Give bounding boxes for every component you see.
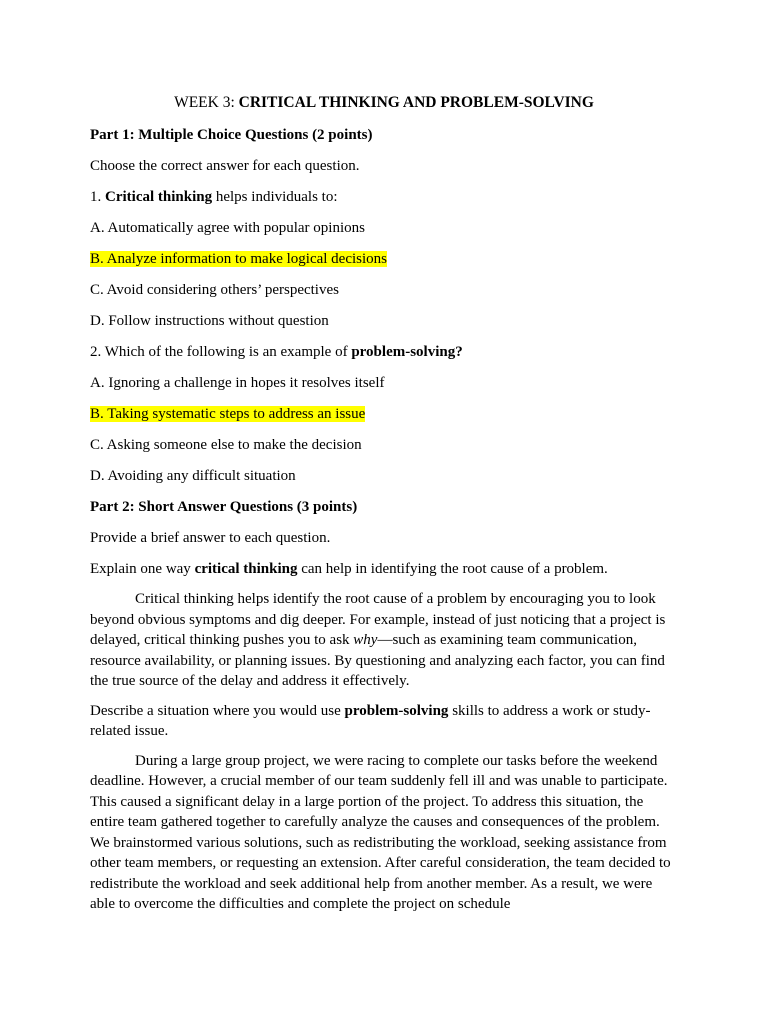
q1-option-d: D. Follow instructions without question <box>90 313 329 329</box>
question-2-keyword: problem-solving? <box>351 344 463 360</box>
highlighted-answer: B. Analyze information to make logical decisions <box>90 251 388 267</box>
question-1-text: helps individuals to: <box>212 189 338 205</box>
part2-heading: Part 2: Short Answer Questions (3 points) <box>90 499 358 515</box>
q2-option-c: C. Asking someone else to make the decision <box>90 437 362 453</box>
short-question-2-keyword: problem-solving <box>344 702 449 719</box>
short-question-1-keyword: critical thinking <box>194 561 298 577</box>
page-title <box>90 92 678 114</box>
part1-instruction: Choose the correct answer for each question. <box>90 158 360 174</box>
q2-option-d: D. Avoiding any difficult situation <box>90 468 296 484</box>
part2-instruction: Provide a brief answer to each question. <box>90 530 331 546</box>
highlighted-answer: B. Taking systematic steps to address an issue <box>90 406 366 422</box>
short-question-2: Describe a situation where you would use problem-solving skills to address a work or study-related issue. <box>90 702 651 739</box>
question-1-number: 1. <box>90 189 105 205</box>
q2-option-b <box>90 403 678 425</box>
emphasis-word: why <box>353 632 378 648</box>
title-prefix: WEEK 3: <box>174 94 239 111</box>
question-1 <box>90 186 678 208</box>
q2-option-a: A. Ignoring a challenge in hopes it resolves itself <box>90 375 385 391</box>
part1-heading: Part 1: Multiple Choice Questions (2 points) <box>90 127 373 143</box>
short-answer-1: Critical thinking helps identify the root cause of a problem by encouraging you to look beyond obvious symptoms and dig deeper. For example, instead of just noticing that a project is delayed, critical thinking pushes you to ask why—such as examining team communication, resource availability, or planning issues. By questioning and analyzing each factor, you can find the true source of the delay and address it effectively. <box>90 591 666 689</box>
question-1-keyword: Critical thinking <box>105 189 213 205</box>
question-2-text: 2. Which of the following is an example of <box>90 344 352 360</box>
q1-option-a: A. Automatically agree with popular opinions <box>90 220 365 236</box>
short-answer-2: During a large group project, we were racing to complete our tasks before the weekend deadline. However, a crucial member of our team suddenly fell ill and was unable to participate. This caused a significant delay in a large portion of the project. To address this situation, the entire team gathered together to carefully analyze the causes and consequences of the problem. We brainstormed various solutions, such as redistributing the workload, seeking assistance from other team members, or requesting an extension. After careful consideration, the team decided to redistribute the workload and seek additional help from another member. As a result, we were able to overcome the difficulties and complete the project on schedule <box>90 752 671 912</box>
q1-option-b <box>90 248 678 270</box>
short-question-1: Explain one way critical thinking can help in identifying the root cause of a problem. <box>90 561 608 577</box>
title-main: CRITICAL THINKING AND PROBLEM-SOLVING <box>238 94 594 111</box>
q1-option-c: C. Avoid considering others’ perspectives <box>90 282 339 298</box>
question-2 <box>90 341 678 363</box>
